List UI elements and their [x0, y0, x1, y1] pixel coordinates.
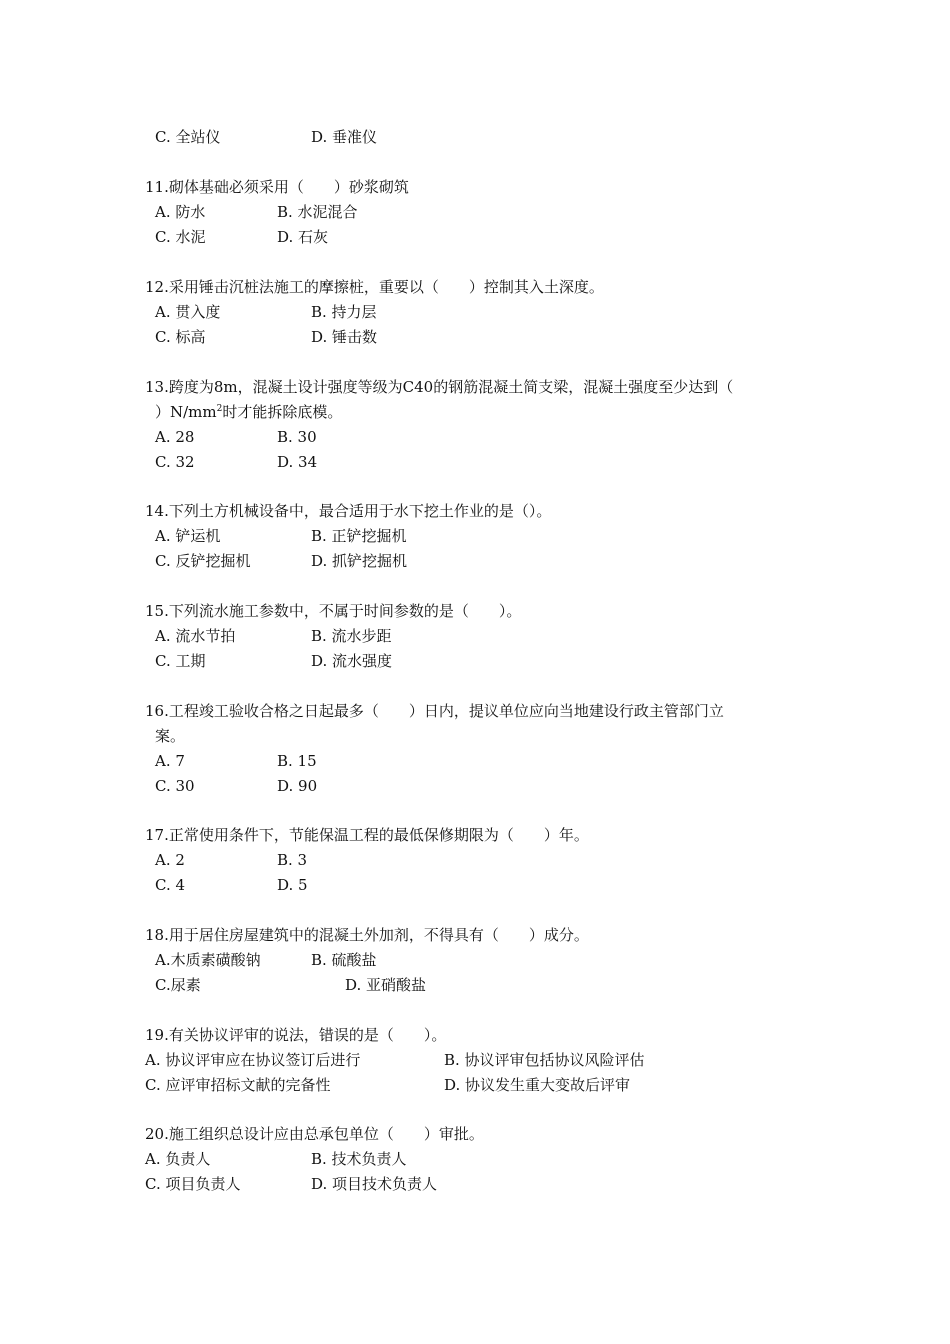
q19-option-b: B. 协议评审包括协议风险评估	[444, 1051, 645, 1069]
q13-stem-line2-post: 时才能拆除底模。	[222, 403, 343, 421]
q14-option-c: C. 反铲挖掘机	[155, 552, 251, 570]
q18-option-b: B. 硫酸盐	[311, 951, 377, 969]
q13-stem-line2	[155, 402, 342, 422]
q19-option-d: D. 协议发生重大变故后评审	[444, 1076, 631, 1094]
q12-option-d: D. 锤击数	[311, 328, 378, 346]
q13-stem-line2-pre: ）N/mm	[155, 403, 217, 421]
q11-option-a: A. 防水	[155, 203, 206, 221]
q12-stem: 12.采用锤击沉桩法施工的摩擦桩，重要以（ ）控制其入土深度。	[145, 278, 604, 296]
q20-option-c: C. 项目负责人	[145, 1175, 241, 1193]
q15-stem: 15.下列流水施工参数中，不属于时间参数的是（ ）。	[145, 602, 522, 620]
q14-option-d: D. 抓铲挖掘机	[311, 552, 408, 570]
q13-stem-line1: 13.跨度为8m，混凝土设计强度等级为C40的钢筋混凝土简支梁，混凝土强度至少达到（	[145, 378, 734, 396]
q10-option-d: D. 垂准仪	[311, 128, 378, 146]
q15-option-a: A. 流水节拍	[155, 627, 236, 645]
q12-option-a: A. 贯入度	[155, 303, 221, 321]
q20-option-d: D. 项目技术负责人	[311, 1175, 438, 1193]
q11-option-c: C. 水泥	[155, 228, 206, 246]
q13-option-b: B. 30	[277, 428, 317, 446]
q15-option-c: C. 工期	[155, 652, 206, 670]
q11-stem: 11.砌体基础必须采用（ ）砂浆砌筑	[145, 178, 409, 196]
q16-option-b: B. 15	[277, 752, 317, 770]
q12-option-b: B. 持力层	[311, 303, 377, 321]
q18-stem: 18.用于居住房屋建筑中的混凝土外加剂，不得具有（ ）成分。	[145, 926, 589, 944]
q16-option-c: C. 30	[155, 777, 195, 795]
q17-option-d: D. 5	[277, 876, 308, 894]
q11-option-b: B. 水泥混合	[277, 203, 358, 221]
q14-option-b: B. 正铲挖掘机	[311, 527, 407, 545]
q12-option-c: C. 标高	[155, 328, 206, 346]
q19-stem: 19.有关协议评审的说法，错误的是（ ）。	[145, 1026, 447, 1044]
q17-option-c: C. 4	[155, 876, 186, 894]
q13-option-a: A. 28	[155, 428, 195, 446]
q13-option-c: C. 32	[155, 453, 195, 471]
q20-stem: 20.施工组织总设计应由总承包单位（ ）审批。	[145, 1125, 484, 1143]
q15-option-d: D. 流水强度	[311, 652, 393, 670]
q16-option-a: A. 7	[155, 752, 185, 770]
q18-option-c: C.尿素	[155, 976, 201, 994]
q18-option-a: A.木质素磺酸钠	[155, 951, 261, 969]
q14-option-a: A. 铲运机	[155, 527, 221, 545]
q17-stem: 17.正常使用条件下，节能保温工程的最低保修期限为（ ）年。	[145, 826, 589, 844]
q20-option-b: B. 技术负责人	[311, 1150, 407, 1168]
q17-option-a: A. 2	[155, 851, 185, 869]
q18-option-d: D. 亚硝酸盐	[345, 976, 427, 994]
q14-stem: 14.下列土方机械设备中，最合适用于水下挖土作业的是（）。	[145, 502, 552, 520]
q16-stem-line1: 16.工程竣工验收合格之日起最多（ ）日内，提议单位应向当地建设行政主管部门立	[145, 702, 724, 720]
q15-option-b: B. 流水步距	[311, 627, 392, 645]
q16-option-d: D. 90	[277, 777, 318, 795]
q10-option-c: C. 全站仪	[155, 128, 221, 146]
q20-option-a: A. 负责人	[145, 1150, 211, 1168]
q19-option-a: A. 协议评审应在协议签订后进行	[145, 1051, 361, 1069]
q16-stem-line2: 案。	[155, 727, 186, 745]
q13-unit-superscript: 2	[216, 404, 223, 414]
q13-option-d: D. 34	[277, 453, 318, 471]
q19-option-c: C. 应评审招标文献的完备性	[145, 1076, 331, 1094]
q17-option-b: B. 3	[277, 851, 308, 869]
q11-option-d: D. 石灰	[277, 228, 329, 246]
